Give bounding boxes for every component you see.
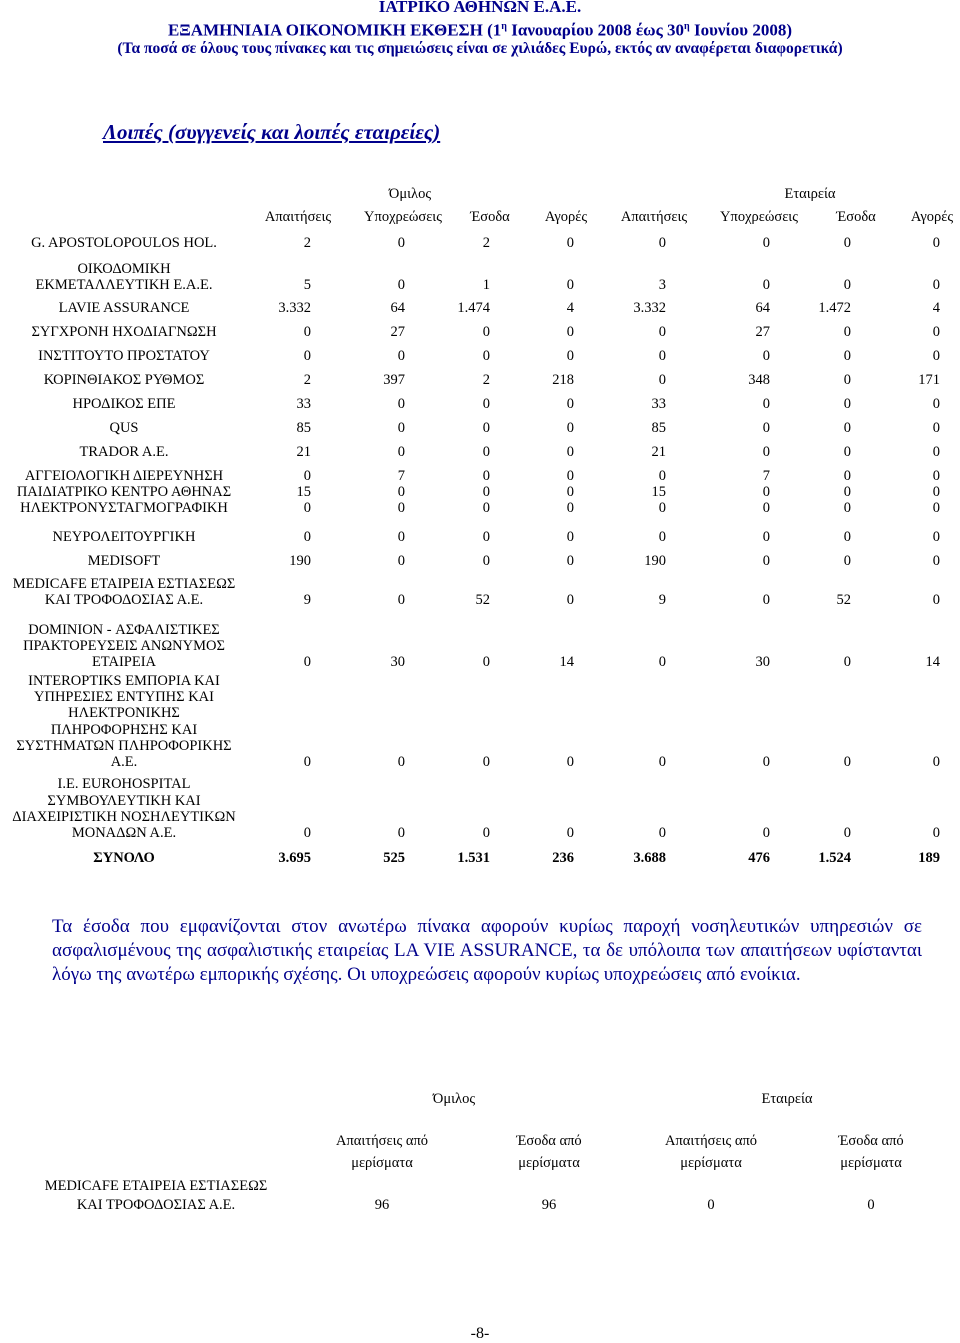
table-cell: 0 bbox=[566, 754, 574, 770]
company-name: G. APOSTOLOPOULOS HOL. bbox=[31, 235, 217, 251]
table-cell: 0 bbox=[843, 396, 851, 412]
table-cell: 0 bbox=[303, 654, 311, 670]
table-cell: 0 bbox=[303, 500, 311, 516]
table-cell: 1.472 bbox=[818, 300, 851, 316]
table-cell: 0 bbox=[932, 277, 940, 293]
table-cell: 0 bbox=[566, 277, 574, 293]
table-cell: 0 bbox=[397, 825, 405, 841]
column-header: Αγορές bbox=[544, 209, 588, 225]
company-name: ΠΛΗΡΟΦΟΡΗΣΗΣ ΚΑΙ bbox=[50, 721, 198, 738]
table-cell: 3.332 bbox=[633, 300, 666, 316]
table-cell: 0 bbox=[566, 444, 574, 460]
table-cell: 3 bbox=[658, 277, 666, 293]
table-cell: 218 bbox=[552, 372, 574, 388]
table-cell: 0 bbox=[658, 654, 666, 670]
table-cell: 0 bbox=[482, 444, 490, 460]
company-name: TRADOR A.E. bbox=[79, 444, 169, 460]
table-cell: 0 bbox=[762, 553, 770, 569]
table-cell: 0 bbox=[482, 825, 490, 841]
table-cell: 85 bbox=[651, 420, 666, 436]
table-cell: 85 bbox=[296, 420, 311, 436]
table-cell: 0 bbox=[762, 277, 770, 293]
company-name: ΜΟΝΑΔΩΝ Α.Ε. bbox=[71, 825, 177, 841]
table-cell: 0 bbox=[303, 825, 311, 841]
table-cell: 190 bbox=[289, 553, 311, 569]
company-name: DOMINION - ΑΣΦΑΛΙΣΤΙΚΕΣ bbox=[28, 621, 220, 638]
table-cell: 0 bbox=[482, 324, 490, 340]
company-name: Α.Ε. bbox=[110, 754, 138, 770]
table-cell: 0 bbox=[932, 324, 940, 340]
group-label: Όμιλος bbox=[432, 1091, 476, 1107]
company-name: MEDISOFT bbox=[87, 553, 161, 569]
table-cell: 9 bbox=[658, 592, 666, 608]
table-cell: 0 bbox=[843, 825, 851, 841]
table-cell: 0 bbox=[658, 235, 666, 251]
table-cell: 0 bbox=[658, 468, 666, 484]
column-header: Έσοδα bbox=[470, 209, 510, 225]
table-cell: 0 bbox=[843, 277, 851, 293]
table-cell: 0 bbox=[932, 420, 940, 436]
table-cell: 64 bbox=[755, 300, 770, 316]
table-cell: 0 bbox=[658, 324, 666, 340]
table-cell: 171 bbox=[918, 372, 940, 388]
table-cell: 21 bbox=[296, 444, 311, 460]
table-cell: 0 bbox=[397, 348, 405, 364]
table-cell: 190 bbox=[644, 553, 666, 569]
column-header: Αγορές bbox=[910, 209, 954, 225]
total-cell: 3.688 bbox=[633, 850, 666, 866]
table-cell: 0 bbox=[482, 468, 490, 484]
company-name: I.E. EUROHOSPITAL bbox=[57, 776, 191, 793]
table-cell: 0 bbox=[932, 235, 940, 251]
table-cell: 0 bbox=[303, 348, 311, 364]
table-cell: 0 bbox=[843, 468, 851, 484]
table-cell: 0 bbox=[397, 484, 405, 500]
table-cell: 4 bbox=[932, 300, 940, 316]
company-name: ΥΠΗΡΕΣΙΕΣ ΕΝΤΥΠΗΣ ΚΑΙ bbox=[34, 689, 214, 706]
table-cell: 0 bbox=[762, 825, 770, 841]
table-cell: 0 bbox=[303, 754, 311, 770]
table-cell: 2 bbox=[482, 235, 490, 251]
table-cell: 0 bbox=[762, 484, 770, 500]
company-name: MEDICAFE ΕΤΑΙΡΕΙΑ ΕΣΤΙΑΣΕΩΣ bbox=[44, 1178, 268, 1194]
table-cell: 0 bbox=[303, 468, 311, 484]
page-number: -8- bbox=[470, 1325, 490, 1342]
column-header: μερίσματα bbox=[518, 1155, 580, 1171]
table-cell: 0 bbox=[566, 468, 574, 484]
table-cell: 0 bbox=[397, 235, 405, 251]
table-cell: 0 bbox=[762, 235, 770, 251]
table-cell: 397 bbox=[383, 372, 405, 388]
table-cell: 96 bbox=[541, 1197, 557, 1213]
table-cell: 0 bbox=[482, 484, 490, 500]
table-cell: 1.474 bbox=[457, 300, 490, 316]
column-header: Απαιτήσεις bbox=[264, 209, 332, 225]
document-amounts-note: (Τα ποσά σε όλους τους πίνακες και τις σημειώσεις είναι σε χιλιάδες Ευρώ, εκτός αν αναφέρεται διαφορετικά) bbox=[117, 40, 843, 57]
company-label: Εταιρεία bbox=[784, 186, 836, 202]
table-cell: 14 bbox=[925, 654, 940, 670]
company-name: ΣΥΣΤΗΜΑΤΩΝ ΠΛΗΡΟΦΟΡΙΚΗΣ bbox=[16, 737, 232, 754]
table-cell: 0 bbox=[482, 553, 490, 569]
table-cell: 0 bbox=[482, 500, 490, 516]
table-cell: 0 bbox=[566, 324, 574, 340]
table-cell: 0 bbox=[397, 592, 405, 608]
table-cell: 0 bbox=[482, 654, 490, 670]
table-cell: 0 bbox=[397, 277, 405, 293]
table-cell: 0 bbox=[932, 468, 940, 484]
table-cell: 0 bbox=[932, 825, 940, 841]
table-cell: 2 bbox=[482, 372, 490, 388]
total-cell: 1.531 bbox=[457, 850, 490, 866]
table-cell: 0 bbox=[397, 754, 405, 770]
table-cell: 0 bbox=[566, 529, 574, 545]
table-cell: 0 bbox=[658, 754, 666, 770]
table-cell: 0 bbox=[762, 444, 770, 460]
column-header: μερίσματα bbox=[351, 1155, 413, 1171]
column-header: Απαιτήσεις από bbox=[664, 1133, 758, 1149]
company-name: ΑΓΓΕΙΟΛΟΓΙΚΗ ΔΙΕΡΕΥΝΗΣΗ bbox=[24, 468, 224, 484]
table-cell: 0 bbox=[932, 500, 940, 516]
table-cell: 0 bbox=[566, 592, 574, 608]
table-cell: 0 bbox=[482, 348, 490, 364]
table-cell: 0 bbox=[566, 420, 574, 436]
table-cell: 3.332 bbox=[278, 300, 311, 316]
table-cell: 0 bbox=[658, 825, 666, 841]
table-cell: 0 bbox=[658, 500, 666, 516]
company-name: ΙΝΣΤΙΤΟΥΤΟ ΠΡΟΣΤΑΤΟΥ bbox=[38, 348, 210, 364]
table-cell: 0 bbox=[303, 324, 311, 340]
column-header: Έσοδα bbox=[836, 209, 876, 225]
table-cell: 0 bbox=[843, 372, 851, 388]
column-header: Απαιτήσεις από bbox=[335, 1133, 429, 1149]
table-cell: 0 bbox=[658, 529, 666, 545]
company-label: Εταιρεία bbox=[761, 1091, 813, 1107]
table-cell: 0 bbox=[843, 235, 851, 251]
table-cell: 0 bbox=[397, 420, 405, 436]
column-header: Υποχρεώσεις bbox=[364, 209, 442, 225]
table-cell: 33 bbox=[296, 396, 311, 412]
table-cell: 0 bbox=[566, 484, 574, 500]
company-name: ΕΚΜΕΤΑΛΛΕΥΤΙΚΗ Ε.Α.Ε. bbox=[35, 277, 213, 293]
company-name: ΗΡΟΔΙΚΟΣ ΕΠΕ bbox=[72, 396, 176, 412]
table-cell: 0 bbox=[762, 592, 770, 608]
table-cell: 2 bbox=[303, 372, 311, 388]
company-name: LAVIE ASSURANCE bbox=[58, 300, 190, 316]
table-cell: 0 bbox=[932, 484, 940, 500]
total-cell: 1.524 bbox=[818, 850, 851, 866]
table-cell: 0 bbox=[867, 1197, 875, 1213]
company-name: ΕΤΑΙΡΕΙΑ bbox=[91, 654, 157, 670]
table-cell: 0 bbox=[843, 324, 851, 340]
company-name: ΔΙΑΧΕΙΡΙΣΤΙΚΗ ΝΟΣΗΛΕΥΤΙΚΩΝ bbox=[12, 808, 236, 825]
table-cell: 0 bbox=[566, 500, 574, 516]
table-cell: 0 bbox=[843, 529, 851, 545]
table-cell: 0 bbox=[397, 529, 405, 545]
table-cell: 2 bbox=[303, 235, 311, 251]
column-header: Έσοδα από bbox=[838, 1133, 904, 1149]
company-name: ΚΑΙ ΤΡΟΦΟΔΟΣΙΑΣ Α.Ε. bbox=[76, 1197, 236, 1213]
table-cell: 52 bbox=[475, 592, 490, 608]
table-cell: 0 bbox=[843, 500, 851, 516]
table-cell: 0 bbox=[482, 396, 490, 412]
table-cell: 0 bbox=[397, 500, 405, 516]
table-cell: 0 bbox=[658, 348, 666, 364]
total-label: ΣΥΝΟΛΟ bbox=[93, 850, 155, 866]
table-cell: 0 bbox=[932, 592, 940, 608]
table-cell: 0 bbox=[566, 553, 574, 569]
company-name: ΚΑΙ ΤΡΟΦΟΔΟΣΙΑΣ Α.Ε. bbox=[44, 592, 204, 608]
table-cell: 0 bbox=[482, 420, 490, 436]
group-label: Όμιλος bbox=[388, 186, 432, 202]
table-cell: 0 bbox=[762, 420, 770, 436]
total-cell: 476 bbox=[748, 850, 770, 866]
table-cell: 0 bbox=[932, 348, 940, 364]
table-cell: 0 bbox=[843, 484, 851, 500]
table-cell: 14 bbox=[559, 654, 574, 670]
company-name: ΠΡΑΚΤΟΡΕΥΣΕΙΣ ΑΝΩΝΥΜΟΣ bbox=[23, 637, 225, 654]
table-cell: 4 bbox=[566, 300, 574, 316]
company-name: QUS bbox=[109, 420, 139, 436]
table-cell: 0 bbox=[566, 348, 574, 364]
table-cell: 0 bbox=[843, 553, 851, 569]
table-cell: 64 bbox=[390, 300, 405, 316]
column-header: μερίσματα bbox=[840, 1155, 902, 1171]
table-cell: 0 bbox=[843, 654, 851, 670]
table-cell: 0 bbox=[397, 396, 405, 412]
table-cell: 0 bbox=[762, 754, 770, 770]
table-cell: 52 bbox=[836, 592, 851, 608]
table-cell: 15 bbox=[651, 484, 666, 500]
section-title: Λοιπές (συγγενείς και λοιπές εταιρείες) bbox=[103, 120, 441, 144]
table-cell: 7 bbox=[762, 468, 770, 484]
table-cell: 27 bbox=[755, 324, 770, 340]
table-cell: 30 bbox=[755, 654, 770, 670]
column-header: Απαιτήσεις bbox=[620, 209, 688, 225]
company-name: ΚΟΡΙΝΘΙΑΚΟΣ ΡΥΘΜΟΣ bbox=[43, 372, 205, 388]
table-cell: 0 bbox=[658, 372, 666, 388]
total-cell: 525 bbox=[383, 850, 405, 866]
table-cell: 0 bbox=[843, 444, 851, 460]
table-cell: 0 bbox=[932, 444, 940, 460]
table-cell: 0 bbox=[762, 500, 770, 516]
table-cell: 0 bbox=[932, 754, 940, 770]
table-cell: 0 bbox=[397, 553, 405, 569]
table-cell: 0 bbox=[482, 754, 490, 770]
column-header: μερίσματα bbox=[680, 1155, 742, 1171]
table-cell: 0 bbox=[932, 553, 940, 569]
document-report-title: ΕΞΑΜΗΝΙΑΙΑ ΟΙΚΟΝΟΜΙΚΗ ΕΚΘΕΣΗ ($1^\eta$ Ιανουαρίου 2008 έως $30^\eta$ Ιουνίου 2008) bbox=[167, 20, 793, 40]
table-cell: 0 bbox=[566, 235, 574, 251]
table-cell: 0 bbox=[762, 348, 770, 364]
table-cell: 0 bbox=[397, 444, 405, 460]
company-name: ΣΥΜΒΟΥΛΕΥΤΙΚΗ ΚΑΙ bbox=[47, 792, 201, 809]
table-cell: 0 bbox=[843, 420, 851, 436]
table-cell: 0 bbox=[566, 396, 574, 412]
table-cell: 348 bbox=[748, 372, 770, 388]
table-cell: 21 bbox=[651, 444, 666, 460]
table-cell: 0 bbox=[843, 754, 851, 770]
company-name: MEDICAFE ΕΤΑΙΡΕΙΑ ΕΣΤΙΑΣΕΩΣ bbox=[12, 575, 236, 592]
table-cell: 0 bbox=[843, 348, 851, 364]
total-cell: 236 bbox=[552, 850, 574, 866]
table-cell: 0 bbox=[932, 529, 940, 545]
table-cell: 9 bbox=[303, 592, 311, 608]
table-cell: 0 bbox=[762, 396, 770, 412]
table-cell: 0 bbox=[707, 1197, 715, 1213]
table-cell: 1 bbox=[482, 277, 490, 293]
column-header: Υποχρεώσεις bbox=[720, 209, 798, 225]
company-name: ΝΕΥΡΟΛΕΙΤΟΥΡΓΙΚΗ bbox=[52, 529, 196, 545]
table-cell: 5 bbox=[303, 277, 311, 293]
table-cell: 7 bbox=[397, 468, 405, 484]
total-cell: 3.695 bbox=[278, 850, 311, 866]
total-cell: 189 bbox=[918, 850, 940, 866]
company-name: INTEROPTIKS ΕΜΠΟΡΙΑ ΚΑΙ bbox=[28, 673, 220, 689]
table-cell: 33 bbox=[651, 396, 666, 412]
table-cell: 30 bbox=[390, 654, 405, 670]
company-name: ΠΑΙΔΙΑΤΡΙΚΟ ΚΕΝΤΡΟ ΑΘΗΝΑΣ bbox=[16, 484, 232, 500]
table-cell: 15 bbox=[296, 484, 311, 500]
document-company-name: ΙΑΤΡΙΚΟ ΑΘΗΝΩΝ Ε.Α.Ε. bbox=[378, 0, 582, 16]
table-cell: 0 bbox=[482, 529, 490, 545]
table-cell: 0 bbox=[566, 825, 574, 841]
table-cell: 96 bbox=[374, 1197, 390, 1213]
table-cell: 0 bbox=[932, 396, 940, 412]
company-name: ΟΙΚΟΔΟΜΙΚΗ bbox=[77, 260, 171, 277]
table-cell: 0 bbox=[762, 529, 770, 545]
company-name: ΣΥΓΧΡΟΝΗ ΗΧΟΔΙΑΓΝΩΣΗ bbox=[31, 324, 217, 340]
company-name: ΗΛΕΚΤΡΟΝΙΚΗΣ bbox=[68, 705, 180, 722]
table-cell: 27 bbox=[390, 324, 405, 340]
explanatory-paragraph: Τα έσοδα που εμφανίζονται στον ανωτέρω πίνακα αφορούν κυρίως παροχή νοσηλευτικών υπηρεσιών σε ασφαλισμένους της ασφαλιστικής εταιρείας LA VIE ASSURANCE, τα δε υπόλοιπα των απαιτήσεων υφίστανται λόγω της ανωτέρω εμπορικής σχέσης. Οι υποχρεώσεις αφορούν κυρίως υποχρεώσεις από ενοίκια. bbox=[52, 916, 922, 985]
column-header: Έσοδα από bbox=[516, 1133, 582, 1149]
table-cell: 0 bbox=[303, 529, 311, 545]
company-name: ΗΛΕΚΤΡΟΝΥΣΤΑΓΜΟΓΡΑΦΙΚΗ bbox=[20, 500, 228, 516]
